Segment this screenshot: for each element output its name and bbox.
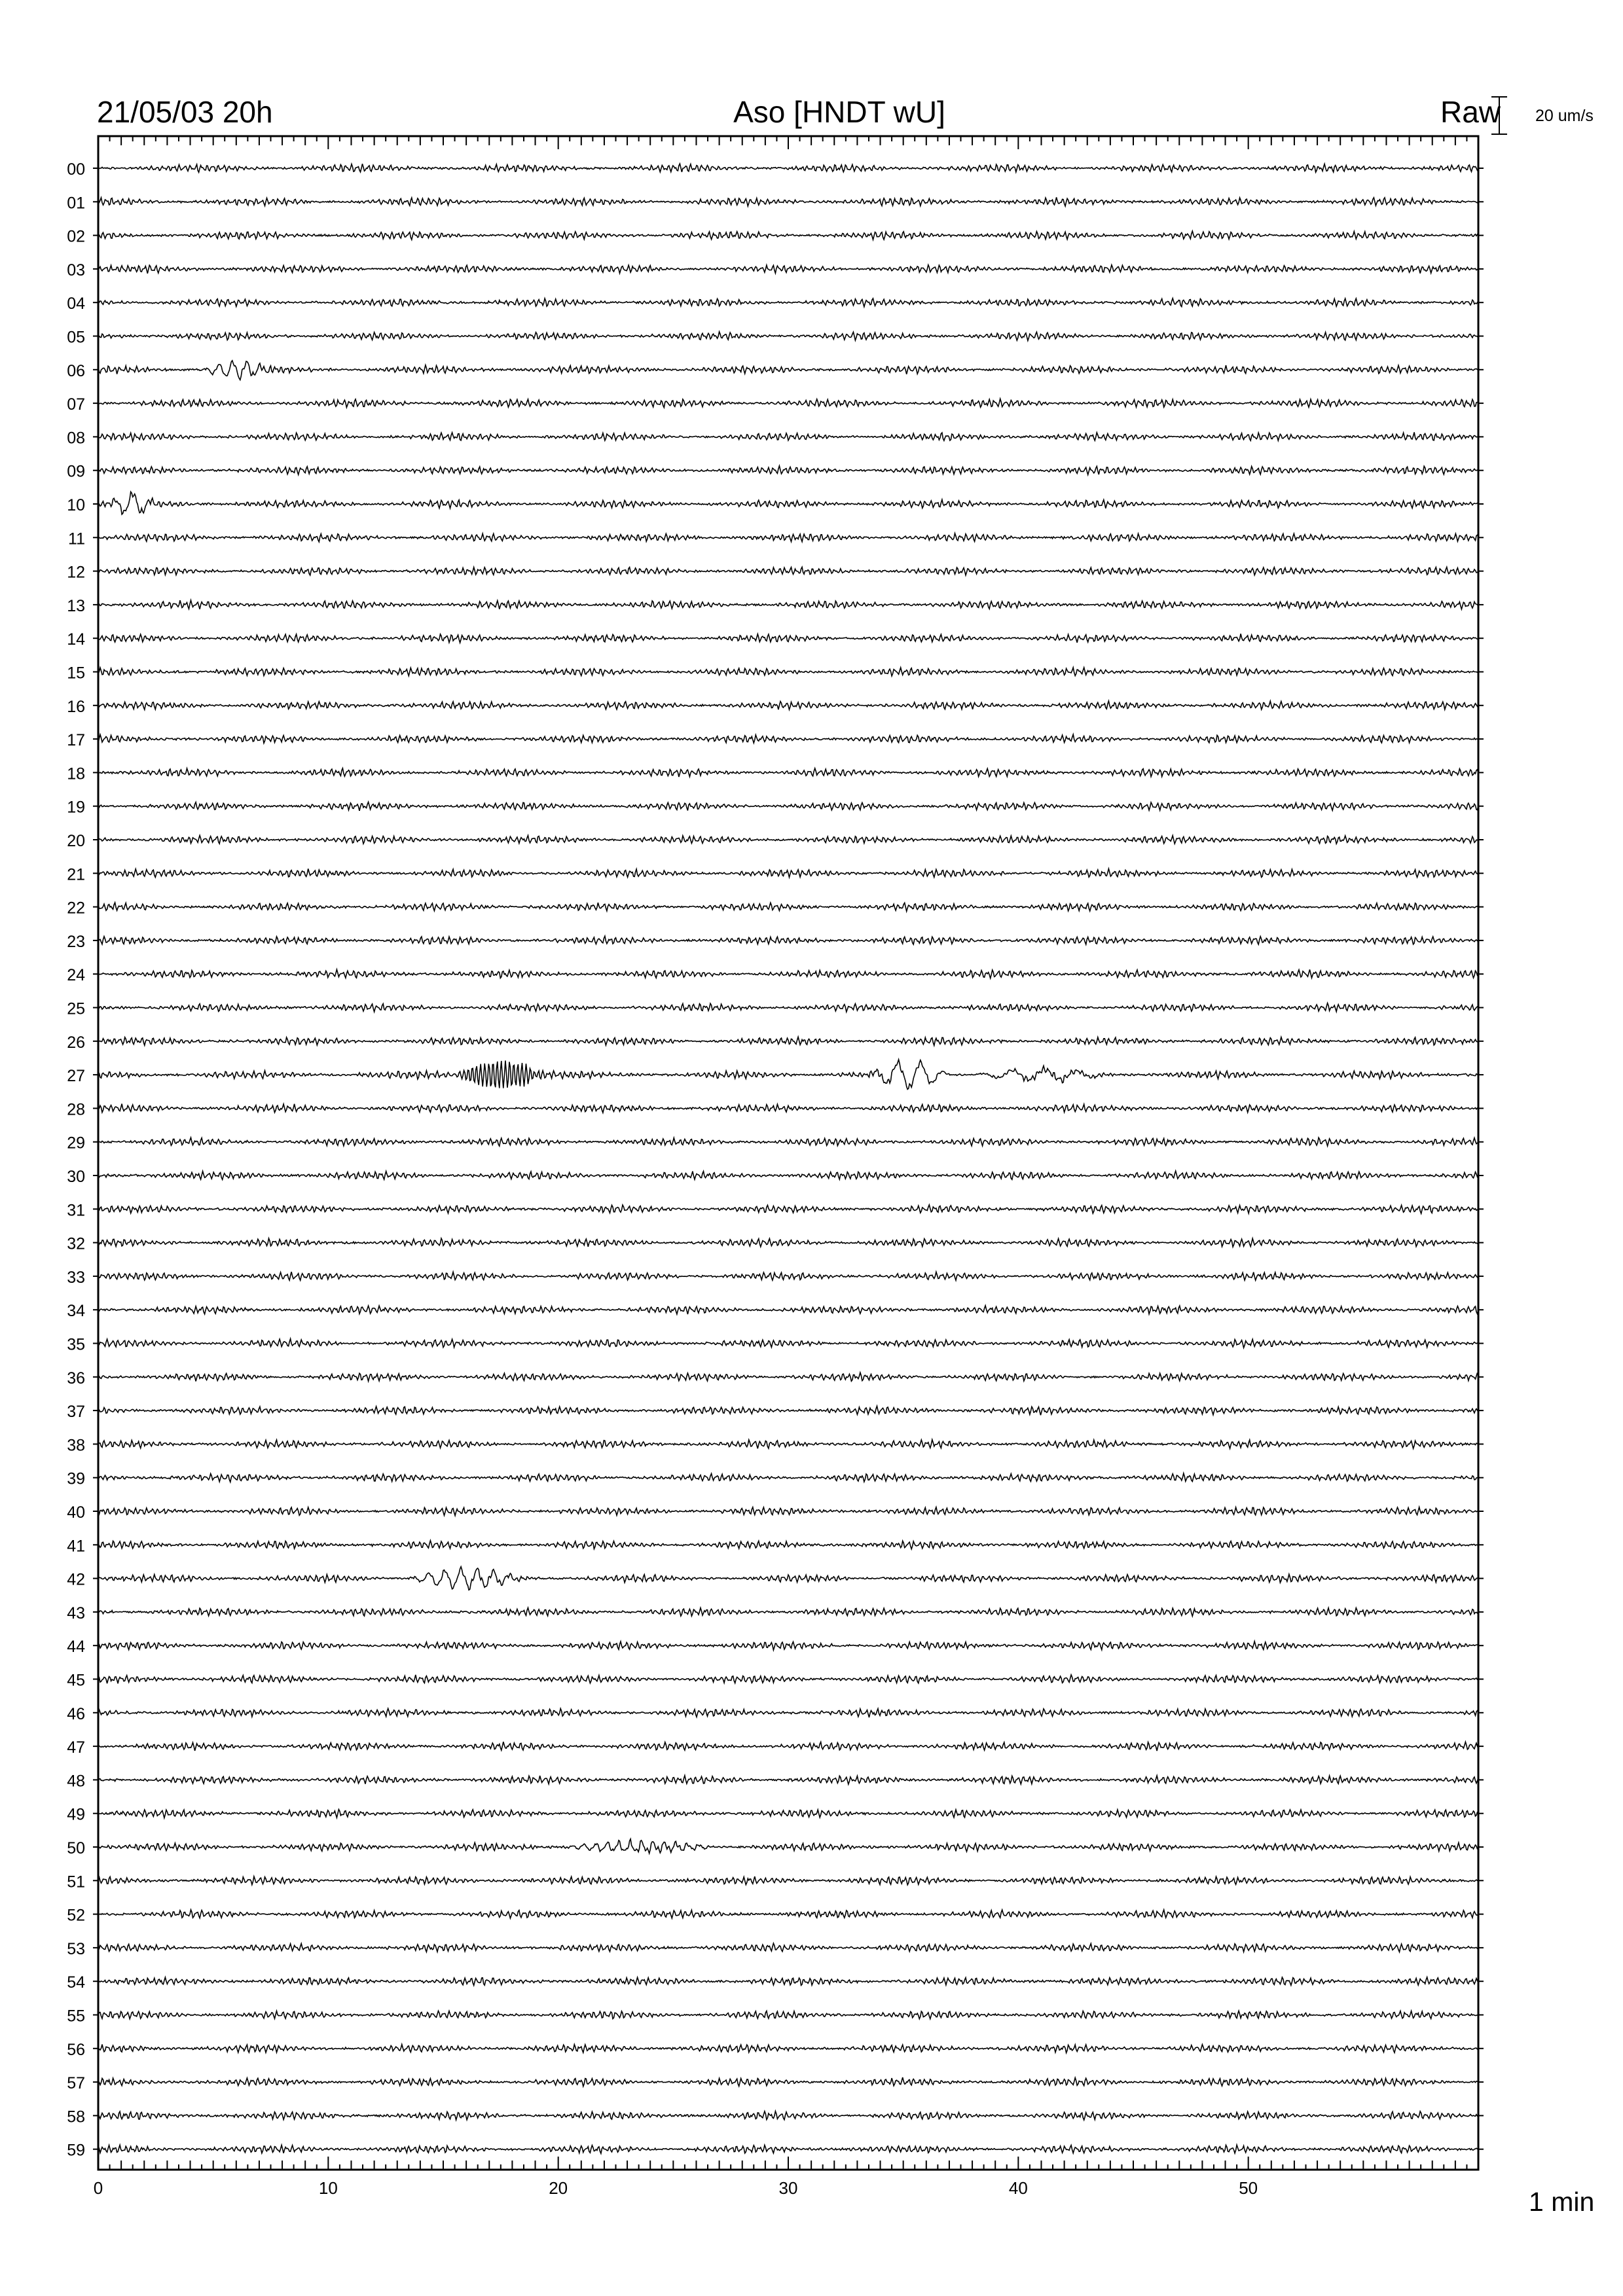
seismic-trace <box>98 1607 1478 1616</box>
trace-row <box>67 1638 1484 1656</box>
trace-row <box>67 731 1484 749</box>
seismic-trace <box>98 903 1478 911</box>
seismic-trace <box>98 1272 1478 1280</box>
row-minute-label: 04 <box>67 295 85 314</box>
seismic-trace <box>98 1205 1478 1213</box>
row-minute-label: 52 <box>67 1906 85 1925</box>
x-tick-label: 0 <box>93 2178 103 2198</box>
trace-row <box>67 2041 1484 2059</box>
seismic-trace <box>98 1910 1478 1918</box>
amplitude-scale-label: 20 um/s <box>1535 107 1594 125</box>
x-axis-unit-label: 1 min <box>1529 2187 1595 2217</box>
trace-row <box>67 1537 1484 1555</box>
trace-row <box>67 865 1484 884</box>
seismic-trace <box>98 768 1478 777</box>
x-axis-ticks <box>94 136 1478 2198</box>
trace-row <box>67 361 1484 380</box>
row-minute-label: 21 <box>67 865 85 884</box>
seismic-trace <box>98 1060 1478 1090</box>
trace-row <box>67 564 1484 582</box>
trace-row <box>67 2007 1484 2026</box>
seismic-trace <box>98 332 1478 341</box>
station-title: Aso [HNDT wU] <box>733 95 945 129</box>
trace-row <box>67 228 1484 246</box>
row-minute-label: 07 <box>67 395 85 414</box>
row-minute-label: 48 <box>67 1772 85 1791</box>
seismic-trace <box>98 2111 1478 2121</box>
seismic-trace <box>98 466 1478 475</box>
row-minute-label: 23 <box>67 932 85 951</box>
trace-row <box>67 1839 1484 1857</box>
row-minute-label: 40 <box>67 1503 85 1522</box>
trace-row <box>67 395 1484 414</box>
seismic-trace <box>98 2011 1478 2018</box>
trace-row <box>67 597 1484 615</box>
row-minute-label: 06 <box>67 361 85 380</box>
seismic-trace <box>98 1541 1478 1549</box>
seismic-trace <box>98 1567 1478 1590</box>
trace-rows <box>67 160 1484 2160</box>
seismic-trace <box>98 164 1478 172</box>
row-minute-label: 34 <box>67 1302 85 1321</box>
row-minute-label: 44 <box>67 1638 85 1657</box>
seismic-trace <box>98 1742 1478 1751</box>
trace-row <box>67 966 1484 984</box>
trace-row <box>67 1000 1484 1018</box>
seismic-trace <box>98 2077 1478 2087</box>
trace-row <box>67 1033 1484 1052</box>
x-tick-label: 30 <box>778 2178 798 2198</box>
trace-row <box>67 933 1484 951</box>
seismic-trace <box>98 432 1478 441</box>
trace-row <box>67 160 1484 179</box>
row-minute-label: 12 <box>67 563 85 582</box>
seismic-trace <box>98 1977 1478 1986</box>
row-minute-label: 10 <box>67 496 85 514</box>
trace-row <box>67 1470 1484 1488</box>
seismic-trace <box>98 1138 1478 1146</box>
trace-row <box>67 1604 1484 1623</box>
seismic-trace <box>98 1003 1478 1012</box>
seismic-trace <box>98 1943 1478 1952</box>
row-minute-label: 14 <box>67 630 85 649</box>
row-minute-label: 11 <box>68 529 85 548</box>
trace-row <box>67 1873 1484 1891</box>
seismic-trace <box>98 1776 1478 1784</box>
trace-row <box>67 429 1484 447</box>
seismic-trace <box>98 936 1478 944</box>
row-minute-label: 39 <box>67 1469 85 1488</box>
trace-row <box>67 1268 1484 1287</box>
seismic-trace <box>98 1339 1478 1348</box>
trace-row <box>67 1738 1484 1757</box>
trace-row <box>67 1302 1484 1320</box>
trace-row <box>67 194 1484 212</box>
row-minute-label: 17 <box>67 731 85 750</box>
trace-row <box>67 798 1484 817</box>
seismic-trace <box>98 2045 1478 2053</box>
row-minute-label: 35 <box>67 1335 85 1354</box>
row-minute-label: 26 <box>67 1033 85 1052</box>
row-minute-label: 50 <box>67 1839 85 1857</box>
record-date-hour: 21/05/03 20h <box>97 95 273 129</box>
row-minute-label: 25 <box>67 999 85 1018</box>
row-minute-label: 30 <box>67 1168 85 1186</box>
row-minute-label: 51 <box>67 1873 85 1892</box>
row-minute-label: 38 <box>67 1436 85 1455</box>
row-minute-label: 01 <box>67 194 85 213</box>
trace-row <box>67 2142 1484 2160</box>
seismic-trace <box>98 969 1478 978</box>
seismic-trace <box>98 2145 1478 2153</box>
trace-row <box>67 2108 1484 2126</box>
row-minute-label: 55 <box>67 2007 85 2026</box>
trace-row <box>67 1806 1484 1824</box>
row-minute-label: 00 <box>67 160 85 179</box>
row-minute-label: 13 <box>67 596 85 615</box>
seismic-trace <box>98 600 1478 609</box>
row-minute-label: 33 <box>67 1268 85 1287</box>
seismic-trace <box>98 1171 1478 1179</box>
row-minute-label: 18 <box>67 764 85 783</box>
seismic-trace <box>98 1037 1478 1045</box>
seismic-trace <box>98 701 1478 709</box>
trace-row <box>68 529 1484 548</box>
seismic-trace <box>98 1810 1478 1818</box>
seismic-trace <box>98 1675 1478 1683</box>
trace-row <box>67 1907 1484 1925</box>
trace-row <box>67 764 1484 783</box>
seismic-trace <box>98 634 1478 643</box>
trace-row <box>67 1567 1484 1590</box>
seismic-trace <box>98 1440 1478 1449</box>
seismic-trace <box>98 1473 1478 1482</box>
row-minute-label: 36 <box>67 1369 85 1388</box>
row-minute-label: 09 <box>67 462 85 481</box>
trace-row <box>67 1403 1484 1421</box>
trace-row <box>67 1369 1484 1388</box>
filter-mode-label: Raw <box>1440 95 1501 129</box>
row-minute-label: 31 <box>67 1201 85 1220</box>
seismic-trace <box>98 802 1478 811</box>
trace-row <box>67 1235 1484 1253</box>
trace-row <box>67 1772 1484 1790</box>
seismic-trace <box>98 1641 1478 1650</box>
row-minute-label: 27 <box>67 1067 85 1086</box>
seismic-trace <box>98 1406 1478 1415</box>
seismic-trace <box>98 399 1478 407</box>
x-tick-label: 10 <box>318 2178 338 2198</box>
seismic-trace <box>98 1839 1478 1854</box>
row-minute-label: 20 <box>67 832 85 850</box>
seismic-trace <box>98 492 1478 514</box>
row-minute-label: 43 <box>67 1604 85 1623</box>
trace-row <box>67 1201 1484 1219</box>
seismic-trace <box>98 298 1478 307</box>
trace-row <box>67 698 1484 716</box>
seismic-trace <box>98 197 1478 206</box>
seismic-trace <box>98 1876 1478 1885</box>
row-minute-label: 41 <box>67 1537 85 1556</box>
seismic-trace <box>98 1708 1478 1717</box>
seismic-trace <box>98 1104 1478 1113</box>
row-minute-label: 37 <box>67 1403 85 1422</box>
trace-row <box>67 1168 1484 1186</box>
seismic-trace <box>98 1238 1478 1247</box>
trace-row <box>67 1336 1484 1354</box>
row-minute-label: 46 <box>67 1704 85 1723</box>
trace-row <box>67 2074 1484 2092</box>
row-minute-label: 29 <box>67 1134 85 1153</box>
trace-row <box>67 1436 1484 1454</box>
trace-row <box>67 1672 1484 1690</box>
row-minute-label: 19 <box>67 798 85 817</box>
seismic-trace <box>98 668 1478 676</box>
trace-row <box>67 492 1484 514</box>
row-minute-label: 08 <box>67 429 85 448</box>
seismic-trace <box>98 231 1478 240</box>
trace-row <box>67 630 1484 649</box>
x-tick-label: 40 <box>1008 2178 1028 2198</box>
row-minute-label: 58 <box>67 2108 85 2126</box>
row-minute-label: 22 <box>67 899 85 918</box>
row-minute-label: 56 <box>67 2040 85 2059</box>
trace-row <box>67 463 1484 481</box>
seismic-trace <box>98 1372 1478 1381</box>
row-minute-label: 47 <box>67 1738 85 1757</box>
seismic-trace <box>98 869 1478 877</box>
row-minute-label: 15 <box>67 664 85 683</box>
trace-row <box>67 1940 1484 1958</box>
trace-row <box>67 832 1484 850</box>
x-tick-label: 20 <box>549 2178 568 2198</box>
row-minute-label: 49 <box>67 1805 85 1824</box>
seismic-trace <box>98 533 1478 542</box>
trace-row <box>67 261 1484 279</box>
trace-row <box>67 664 1484 683</box>
seismic-trace <box>98 567 1478 575</box>
seismic-trace <box>98 1306 1478 1314</box>
trace-row <box>67 1134 1484 1153</box>
row-minute-label: 24 <box>67 966 85 985</box>
row-minute-label: 05 <box>67 328 85 347</box>
trace-row <box>67 1973 1484 1992</box>
seismic-trace <box>98 1507 1478 1516</box>
seismic-trace <box>98 835 1478 844</box>
trace-row <box>67 1705 1484 1723</box>
row-minute-label: 45 <box>67 1671 85 1690</box>
seismic-trace <box>98 265 1478 274</box>
trace-row <box>67 1100 1484 1119</box>
row-minute-label: 42 <box>67 1570 85 1589</box>
x-tick-label: 50 <box>1239 2178 1258 2198</box>
row-minute-label: 32 <box>67 1234 85 1253</box>
amplitude-scale-bar <box>1491 97 1507 134</box>
row-minute-label: 03 <box>67 260 85 279</box>
row-minute-label: 54 <box>67 1973 85 1992</box>
trace-row <box>67 899 1484 918</box>
seismic-trace <box>98 361 1478 380</box>
trace-row <box>67 1060 1484 1090</box>
trace-row <box>67 295 1484 313</box>
row-minute-label: 02 <box>67 227 85 246</box>
row-minute-label: 28 <box>67 1100 85 1119</box>
seismic-trace <box>98 734 1478 743</box>
row-minute-label: 57 <box>67 2074 85 2093</box>
trace-row <box>67 1503 1484 1522</box>
row-minute-label: 53 <box>67 1939 85 1958</box>
trace-row <box>67 329 1484 347</box>
row-minute-label: 16 <box>67 697 85 716</box>
row-minute-label: 59 <box>67 2141 85 2160</box>
